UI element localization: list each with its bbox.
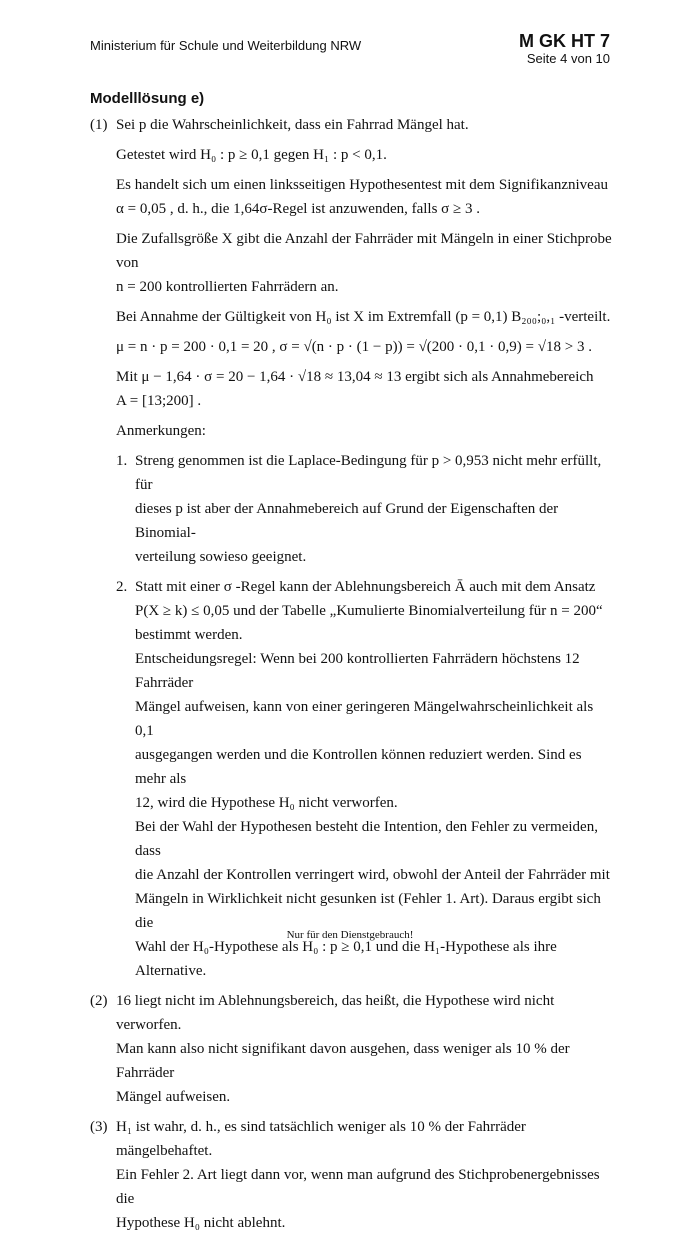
text-line: 16 liegt nicht im Ablehnungsbereich, das heißt, die Hypothese wird nicht verworfen. bbox=[116, 993, 555, 1033]
document-header bbox=[519, 31, 610, 67]
footer-note: Nur für den Dienstgebrauch! bbox=[286, 929, 414, 941]
hypothesis-line: Getestet wird H₀ : p ≥ 0,1 gegen H₁ : p < 0,1. bbox=[116, 147, 387, 163]
text-line: Ein Fehler 2. Art liegt dann vor, wenn man aufgrund des Stichprobenergebnisses die bbox=[116, 1167, 600, 1207]
solution-body bbox=[90, 113, 615, 1235]
text-line: Die Zufallsgröße X gibt die Anzahl der Fahrräder mit Mängeln in einer Stichprobe von bbox=[116, 231, 612, 271]
text-line: Sei p die Wahrscheinlichkeit, dass ein Fahrrad Mängel hat. bbox=[116, 117, 469, 133]
document-code: M GK HT 7 bbox=[518, 31, 610, 51]
text-line: Mängel aufweisen. bbox=[116, 1089, 231, 1105]
text-line: Entscheidungsregel: Wenn bei 200 kontrollierten Fahrrädern höchstens 12 Fahrräder bbox=[135, 651, 580, 691]
notes-label: Anmerkungen: bbox=[116, 423, 206, 439]
text-line: Es handelt sich um einen linksseitigen Hypothesentest mit dem Signifikanzniveau bbox=[116, 177, 608, 193]
text-line: bestimmt werden. bbox=[135, 627, 243, 643]
section-title: Modelllösung e) bbox=[90, 90, 205, 107]
text-line: Bei Annahme der Gültigkeit von H₀ ist X im Extremfall (p = 0,1) B₂₀₀;₀,₁ -verteilt. bbox=[116, 309, 611, 325]
text-line: H₁ ist wahr, d. h., es sind tatsächlich weniger als 10 % der Fahrräder mängelbehaftet. bbox=[116, 1119, 526, 1159]
text-line: 12, wird die Hypothese H₀ nicht verworfen. bbox=[135, 795, 398, 811]
text-line: ausgegangen werden und die Kontrollen können reduziert werden. Sind es mehr als bbox=[135, 747, 582, 787]
note-number: 2. bbox=[116, 579, 128, 595]
text-line: die Anzahl der Kontrollen verringert wird, obwohl der Anteil der Fahrräder mit bbox=[135, 867, 610, 883]
text-line: n = 200 kontrollierten Fahrrädern an. bbox=[116, 279, 339, 295]
formula-line: μ = n · p = 200 · 0,1 = 20 , σ = √(n · p · (1 − p)) = √(200 · 0,1 · 0,9) = √18 > 3 . bbox=[116, 339, 592, 355]
item-number: (2) bbox=[90, 993, 108, 1009]
note-1 bbox=[116, 449, 615, 569]
page-indicator: Seite 4 von 10 bbox=[526, 51, 610, 66]
text-line: Bei der Wahl der Hypothesen besteht die Intention, den Fehler zu vermeiden, dass bbox=[135, 819, 598, 859]
text-line: Mängeln in Wirklichkeit nicht gesunken ist (Fehler 1. Art). Daraus ergibt sich die bbox=[135, 891, 601, 931]
text-line: Hypothese H₀ nicht ablehnt. bbox=[116, 1215, 286, 1231]
solution-item-1 bbox=[90, 113, 615, 983]
text-line: verteilung sowieso geeignet. bbox=[135, 549, 307, 565]
ministry-name: Ministerium für Schule und Weiterbildung NRW bbox=[90, 38, 362, 53]
text-line: dieses p ist aber der Annahmebereich auf Grund der Eigenschaften der Binomial- bbox=[135, 501, 559, 541]
item-number: (1) bbox=[90, 117, 108, 133]
text-line: Streng genommen ist die Laplace-Bedingung für p > 0,953 nicht mehr erfüllt, für bbox=[135, 453, 602, 493]
text-line: Statt mit einer σ -Regel kann der Ablehnungsbereich Ā auch mit dem Ansatz bbox=[135, 579, 596, 595]
solution-item-2 bbox=[90, 989, 615, 1109]
text-line: Man kann also nicht signifikant davon ausgehen, dass weniger als 10 % der Fahrräder bbox=[116, 1041, 570, 1081]
text-line: Wahl der H₀-Hypothese als H₀ : p ≥ 0,1 und die H₁-Hypothese als ihre Alternative. bbox=[135, 939, 557, 979]
text-line: α = 0,05 , d. h., die 1,64σ-Regel ist anzuwenden, falls σ ≥ 3 . bbox=[116, 201, 480, 217]
solution-item-3 bbox=[90, 1115, 615, 1235]
note-number: 1. bbox=[116, 453, 128, 469]
text-line: P(X ≥ k) ≤ 0,05 und der Tabelle „Kumulierte Binomialverteilung für n = 200“ bbox=[135, 603, 603, 619]
text-line: Mängel aufweisen, kann von einer geringeren Mängelwahrscheinlichkeit als 0,1 bbox=[135, 699, 594, 739]
item-number: (3) bbox=[90, 1119, 108, 1135]
formula-line: Mit μ − 1,64 · σ = 20 − 1,64 · √18 ≈ 13,04 ≈ 13 ergibt sich als Annahmebereich bbox=[116, 369, 594, 385]
formula-line: A = [13;200] . bbox=[116, 393, 202, 409]
note-2 bbox=[116, 575, 615, 983]
